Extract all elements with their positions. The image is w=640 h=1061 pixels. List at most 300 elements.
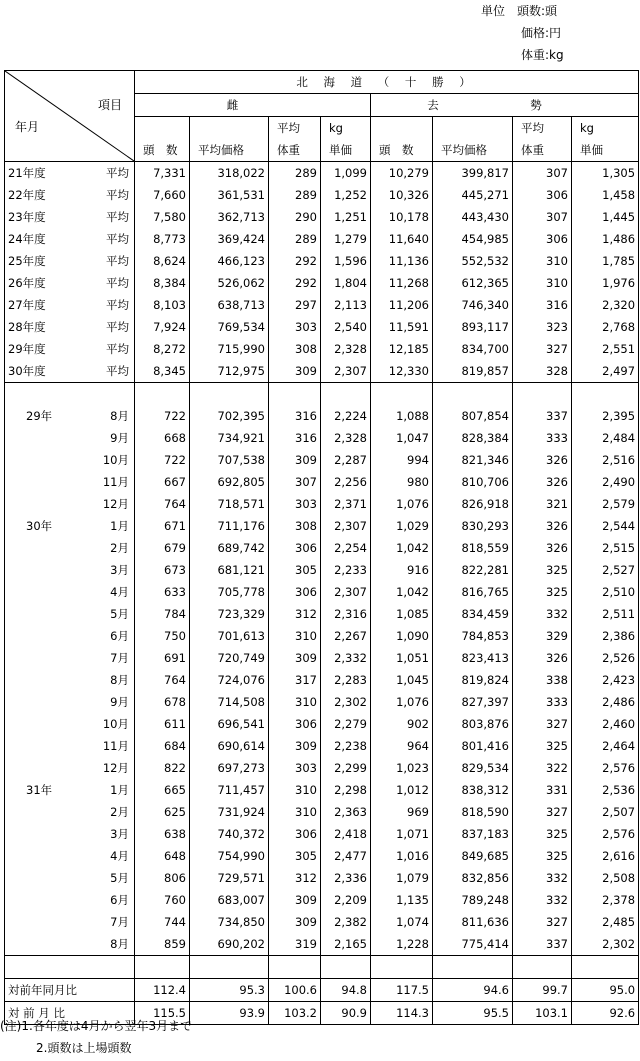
cell-value: 95.3 bbox=[190, 979, 269, 1002]
row-year: 25年度 bbox=[8, 253, 46, 268]
cell-value: 303 bbox=[269, 757, 321, 779]
cell-value: 611 bbox=[135, 713, 190, 735]
row-month: 7月 bbox=[110, 650, 129, 665]
cell-value: 734,850 bbox=[190, 911, 269, 933]
cell-value: 303 bbox=[269, 493, 321, 515]
cell-value: 1,785 bbox=[572, 250, 639, 272]
table-row bbox=[5, 338, 639, 360]
cell-value: 1,458 bbox=[572, 184, 639, 206]
cell-value: 683,007 bbox=[190, 889, 269, 911]
empty-cell bbox=[5, 383, 135, 406]
table-row bbox=[5, 250, 639, 272]
row-month: 4月 bbox=[110, 848, 129, 863]
cell-value: 338 bbox=[513, 669, 572, 691]
empty-cell bbox=[5, 956, 135, 979]
cell-value: 1,071 bbox=[371, 823, 433, 845]
header-col-0 bbox=[135, 117, 190, 162]
cell-value: 1,976 bbox=[572, 272, 639, 294]
cattle-price-table bbox=[4, 70, 639, 1025]
cell-value: 2,254 bbox=[321, 537, 371, 559]
cell-value: 697,273 bbox=[190, 757, 269, 779]
cell-value: 310 bbox=[269, 779, 321, 801]
cell-value: 326 bbox=[513, 471, 572, 493]
header-col-bottom: 頭 数 bbox=[143, 143, 178, 157]
row-period: 平均 bbox=[106, 253, 129, 268]
empty-cell bbox=[135, 383, 190, 406]
row-period: 平均 bbox=[106, 363, 129, 378]
row-month: 1月 bbox=[110, 518, 129, 533]
cell-value: 1,016 bbox=[371, 845, 433, 867]
ratio-row bbox=[5, 979, 639, 1002]
row-label bbox=[5, 823, 135, 845]
table-row bbox=[5, 515, 639, 537]
header-col-bottom: 体重 bbox=[521, 143, 544, 157]
row-label bbox=[5, 316, 135, 338]
cell-value: 665 bbox=[135, 779, 190, 801]
cell-value: 8,624 bbox=[135, 250, 190, 272]
cell-value: 916 bbox=[371, 559, 433, 581]
row-label bbox=[5, 449, 135, 471]
row-period: 平均 bbox=[106, 319, 129, 334]
cell-value: 310 bbox=[513, 250, 572, 272]
table-body bbox=[5, 162, 639, 1025]
unit-weight: 体重:kg bbox=[521, 48, 564, 62]
cell-value: 1,029 bbox=[371, 515, 433, 537]
header-col-3 bbox=[321, 117, 371, 162]
cell-value: 701,613 bbox=[190, 625, 269, 647]
cell-value: 902 bbox=[371, 713, 433, 735]
empty-cell bbox=[371, 383, 433, 406]
cell-value: 729,571 bbox=[190, 867, 269, 889]
cell-value: 2,299 bbox=[321, 757, 371, 779]
row-label bbox=[5, 537, 135, 559]
cell-value: 2,363 bbox=[321, 801, 371, 823]
cell-value: 326 bbox=[513, 647, 572, 669]
cell-value: 305 bbox=[269, 559, 321, 581]
cell-value: 2,507 bbox=[572, 801, 639, 823]
cell-value: 289 bbox=[269, 162, 321, 185]
row-month: 3月 bbox=[110, 562, 129, 577]
row-label bbox=[5, 801, 135, 823]
cell-value: 801,416 bbox=[433, 735, 513, 757]
empty-cell bbox=[371, 956, 433, 979]
cell-value: 684 bbox=[135, 735, 190, 757]
header-col-top: kg bbox=[329, 121, 343, 135]
empty-cell bbox=[433, 956, 513, 979]
footnote-2: 2.頭数は上場頭数 bbox=[36, 1041, 132, 1055]
row-month: 10月 bbox=[102, 452, 129, 467]
cell-value: 2,332 bbox=[321, 647, 371, 669]
cell-value: 722 bbox=[135, 405, 190, 427]
cell-value: 2,508 bbox=[572, 867, 639, 889]
cell-value: 362,713 bbox=[190, 206, 269, 228]
cell-value: 1,079 bbox=[371, 867, 433, 889]
cell-value: 811,636 bbox=[433, 911, 513, 933]
cell-value: 722 bbox=[135, 449, 190, 471]
cell-value: 337 bbox=[513, 405, 572, 427]
cell-value: 94.6 bbox=[433, 979, 513, 1002]
row-label bbox=[5, 911, 135, 933]
empty-cell bbox=[190, 956, 269, 979]
header-female: 雌 bbox=[135, 94, 371, 117]
cell-value: 764 bbox=[135, 493, 190, 515]
cell-value: 714,508 bbox=[190, 691, 269, 713]
cell-value: 980 bbox=[371, 471, 433, 493]
cell-value: 323 bbox=[513, 316, 572, 338]
cell-value: 11,268 bbox=[371, 272, 433, 294]
cell-value: 1,305 bbox=[572, 162, 639, 185]
header-yearmonth-label: 年月 bbox=[15, 120, 40, 134]
cell-value: 369,424 bbox=[190, 228, 269, 250]
cell-value: 830,293 bbox=[433, 515, 513, 537]
empty-cell bbox=[433, 383, 513, 406]
cell-value: 2,395 bbox=[572, 405, 639, 427]
cell-value: 321 bbox=[513, 493, 572, 515]
cell-value: 325 bbox=[513, 735, 572, 757]
cell-value: 705,778 bbox=[190, 581, 269, 603]
cell-value: 754,990 bbox=[190, 845, 269, 867]
cell-value: 691 bbox=[135, 647, 190, 669]
cell-value: 668 bbox=[135, 427, 190, 449]
spacer-row bbox=[5, 956, 639, 979]
cell-value: 690,202 bbox=[190, 933, 269, 956]
table-row bbox=[5, 889, 639, 911]
row-month: 12月 bbox=[102, 496, 129, 511]
header-col-2 bbox=[269, 117, 321, 162]
cell-value: 2,511 bbox=[572, 603, 639, 625]
row-period: 平均 bbox=[106, 275, 129, 290]
cell-value: 306 bbox=[269, 581, 321, 603]
cell-value: 612,365 bbox=[433, 272, 513, 294]
cell-value: 964 bbox=[371, 735, 433, 757]
table-row bbox=[5, 206, 639, 228]
table-row bbox=[5, 427, 639, 449]
cell-value: 114.3 bbox=[371, 1002, 433, 1025]
row-label bbox=[5, 669, 135, 691]
cell-value: 689,742 bbox=[190, 537, 269, 559]
cell-value: 718,571 bbox=[190, 493, 269, 515]
cell-value: 2,576 bbox=[572, 823, 639, 845]
table-row bbox=[5, 757, 639, 779]
cell-value: 316 bbox=[269, 427, 321, 449]
cell-value: 327 bbox=[513, 911, 572, 933]
cell-value: 822 bbox=[135, 757, 190, 779]
cell-value: 740,372 bbox=[190, 823, 269, 845]
cell-value: 10,178 bbox=[371, 206, 433, 228]
cell-value: 2,527 bbox=[572, 559, 639, 581]
cell-value: 306 bbox=[513, 228, 572, 250]
empty-cell bbox=[321, 956, 371, 979]
cell-value: 2,484 bbox=[572, 427, 639, 449]
cell-value: 112.4 bbox=[135, 979, 190, 1002]
row-label bbox=[5, 360, 135, 383]
row-label bbox=[5, 228, 135, 250]
cell-value: 784,853 bbox=[433, 625, 513, 647]
cell-value: 731,924 bbox=[190, 801, 269, 823]
cell-value: 803,876 bbox=[433, 713, 513, 735]
row-month: 5月 bbox=[110, 606, 129, 621]
cell-value: 673 bbox=[135, 559, 190, 581]
cell-value: 103.1 bbox=[513, 1002, 572, 1025]
cell-value: 707,538 bbox=[190, 449, 269, 471]
cell-value: 1,252 bbox=[321, 184, 371, 206]
cell-value: 2,515 bbox=[572, 537, 639, 559]
cell-value: 2,576 bbox=[572, 757, 639, 779]
cell-value: 818,559 bbox=[433, 537, 513, 559]
table-row bbox=[5, 647, 639, 669]
cell-value: 2,486 bbox=[572, 691, 639, 713]
header-castrated: 去 勢 bbox=[371, 94, 639, 117]
cell-value: 859 bbox=[135, 933, 190, 956]
row-label bbox=[5, 889, 135, 911]
cell-value: 829,534 bbox=[433, 757, 513, 779]
cell-value: 305 bbox=[269, 845, 321, 867]
row-year: 31年 bbox=[26, 782, 53, 797]
cell-value: 309 bbox=[269, 647, 321, 669]
cell-value: 310 bbox=[513, 272, 572, 294]
cell-value: 292 bbox=[269, 272, 321, 294]
row-year: 28年度 bbox=[8, 319, 46, 334]
cell-value: 1,012 bbox=[371, 779, 433, 801]
cell-value: 290 bbox=[269, 206, 321, 228]
row-label bbox=[5, 867, 135, 889]
table-row bbox=[5, 184, 639, 206]
cell-value: 715,990 bbox=[190, 338, 269, 360]
row-year: 22年度 bbox=[8, 187, 46, 202]
cell-value: 1,074 bbox=[371, 911, 433, 933]
spacer-row bbox=[5, 383, 639, 406]
cell-value: 303 bbox=[269, 316, 321, 338]
empty-cell bbox=[190, 383, 269, 406]
cell-value: 810,706 bbox=[433, 471, 513, 493]
header-region: 北 海 道 （ 十 勝 ） bbox=[135, 71, 639, 94]
cell-value: 2,209 bbox=[321, 889, 371, 911]
footnote-1: (注)1.各年度は4月から翌年3月まで bbox=[0, 1019, 193, 1033]
cell-value: 332 bbox=[513, 603, 572, 625]
cell-value: 1,088 bbox=[371, 405, 433, 427]
empty-cell bbox=[269, 383, 321, 406]
header-col-5 bbox=[433, 117, 513, 162]
empty-cell bbox=[269, 956, 321, 979]
row-label bbox=[5, 713, 135, 735]
cell-value: 443,430 bbox=[433, 206, 513, 228]
cell-value: 2,165 bbox=[321, 933, 371, 956]
cell-value: 2,238 bbox=[321, 735, 371, 757]
cell-value: 2,768 bbox=[572, 316, 639, 338]
table-row bbox=[5, 294, 639, 316]
header-col-top bbox=[433, 117, 512, 139]
row-month: 3月 bbox=[110, 826, 129, 841]
cell-value: 2,233 bbox=[321, 559, 371, 581]
table-header bbox=[5, 71, 639, 162]
cell-value: 310 bbox=[269, 801, 321, 823]
header-col-1 bbox=[190, 117, 269, 162]
cell-value: 821,346 bbox=[433, 449, 513, 471]
table-row bbox=[5, 603, 639, 625]
cell-value: 329 bbox=[513, 625, 572, 647]
cell-value: 306 bbox=[513, 184, 572, 206]
footnotes bbox=[0, 1015, 192, 1059]
unit-head-count: 単位 頭数:頭 bbox=[481, 4, 558, 18]
row-month: 5月 bbox=[110, 870, 129, 885]
cell-value: 289 bbox=[269, 228, 321, 250]
cell-value: 1,135 bbox=[371, 889, 433, 911]
cell-value: 8,103 bbox=[135, 294, 190, 316]
cell-value: 2,386 bbox=[572, 625, 639, 647]
cell-value: 2,497 bbox=[572, 360, 639, 383]
row-label bbox=[5, 493, 135, 515]
cell-value: 2,320 bbox=[572, 294, 639, 316]
cell-value: 297 bbox=[269, 294, 321, 316]
header-col-bottom: 平均価格 bbox=[441, 143, 487, 157]
cell-value: 2,113 bbox=[321, 294, 371, 316]
cell-value: 822,281 bbox=[433, 559, 513, 581]
cell-value: 306 bbox=[269, 823, 321, 845]
cell-value: 117.5 bbox=[371, 979, 433, 1002]
header-col-top bbox=[135, 117, 189, 139]
table-row bbox=[5, 669, 639, 691]
cell-value: 92.6 bbox=[572, 1002, 639, 1025]
cell-value: 2,328 bbox=[321, 427, 371, 449]
cell-value: 308 bbox=[269, 515, 321, 537]
cell-value: 2,579 bbox=[572, 493, 639, 515]
row-label bbox=[5, 184, 135, 206]
cell-value: 326 bbox=[513, 537, 572, 559]
cell-value: 306 bbox=[269, 537, 321, 559]
row-label bbox=[5, 162, 135, 185]
cell-value: 322 bbox=[513, 757, 572, 779]
cell-value: 1,090 bbox=[371, 625, 433, 647]
table-row bbox=[5, 867, 639, 889]
cell-value: 2,477 bbox=[321, 845, 371, 867]
cell-value: 7,580 bbox=[135, 206, 190, 228]
empty-cell bbox=[572, 383, 639, 406]
table-row bbox=[5, 779, 639, 801]
cell-value: 784 bbox=[135, 603, 190, 625]
cell-value: 309 bbox=[269, 449, 321, 471]
table-row bbox=[5, 845, 639, 867]
cell-value: 838,312 bbox=[433, 779, 513, 801]
cell-value: 316 bbox=[513, 294, 572, 316]
cell-value: 746,340 bbox=[433, 294, 513, 316]
cell-value: 2,283 bbox=[321, 669, 371, 691]
row-month: 11月 bbox=[102, 474, 129, 489]
cell-value: 711,176 bbox=[190, 515, 269, 537]
cell-value: 333 bbox=[513, 427, 572, 449]
cell-value: 292 bbox=[269, 250, 321, 272]
cell-value: 8,384 bbox=[135, 272, 190, 294]
cell-value: 681,121 bbox=[190, 559, 269, 581]
cell-value: 1,051 bbox=[371, 647, 433, 669]
cell-value: 327 bbox=[513, 338, 572, 360]
cell-value: 12,330 bbox=[371, 360, 433, 383]
cell-value: 1,486 bbox=[572, 228, 639, 250]
cell-value: 625 bbox=[135, 801, 190, 823]
cell-value: 10,326 bbox=[371, 184, 433, 206]
row-label bbox=[5, 735, 135, 757]
cell-value: 633 bbox=[135, 581, 190, 603]
table-row bbox=[5, 537, 639, 559]
row-label bbox=[5, 757, 135, 779]
cell-value: 2,307 bbox=[321, 360, 371, 383]
unit-price: 価格:円 bbox=[521, 26, 562, 40]
row-month: 9月 bbox=[110, 430, 129, 445]
header-col-4 bbox=[371, 117, 433, 162]
corner-diagonal-line bbox=[5, 71, 134, 161]
cell-value: 7,660 bbox=[135, 184, 190, 206]
cell-value: 819,857 bbox=[433, 360, 513, 383]
cell-value: 1,228 bbox=[371, 933, 433, 956]
cell-value: 327 bbox=[513, 713, 572, 735]
row-period: 平均 bbox=[106, 165, 129, 180]
header-col-bottom: 平均価格 bbox=[198, 143, 244, 157]
row-label bbox=[5, 338, 135, 360]
cell-value: 834,459 bbox=[433, 603, 513, 625]
header-col-7 bbox=[572, 117, 639, 162]
row-month: 2月 bbox=[110, 804, 129, 819]
ratio-label: 対 前 月 比 bbox=[5, 1002, 135, 1025]
table-row bbox=[5, 801, 639, 823]
cell-value: 2,307 bbox=[321, 581, 371, 603]
table-row bbox=[5, 272, 639, 294]
row-label bbox=[5, 845, 135, 867]
cell-value: 326 bbox=[513, 515, 572, 537]
row-label bbox=[5, 272, 135, 294]
row-month: 1月 bbox=[110, 782, 129, 797]
cell-value: 690,614 bbox=[190, 735, 269, 757]
cell-value: 325 bbox=[513, 559, 572, 581]
cell-value: 11,591 bbox=[371, 316, 433, 338]
cell-value: 1,596 bbox=[321, 250, 371, 272]
cell-value: 837,183 bbox=[433, 823, 513, 845]
cell-value: 308 bbox=[269, 338, 321, 360]
cell-value: 1,445 bbox=[572, 206, 639, 228]
cell-value: 2,485 bbox=[572, 911, 639, 933]
header-col-bottom: 単価 bbox=[580, 143, 603, 157]
header-col-top bbox=[190, 117, 268, 139]
row-label bbox=[5, 603, 135, 625]
cell-value: 1,076 bbox=[371, 493, 433, 515]
table-row bbox=[5, 316, 639, 338]
cell-value: 2,382 bbox=[321, 911, 371, 933]
empty-cell bbox=[321, 383, 371, 406]
cell-value: 1,279 bbox=[321, 228, 371, 250]
units-legend bbox=[470, 0, 640, 66]
row-label bbox=[5, 779, 135, 801]
row-month: 10月 bbox=[102, 716, 129, 731]
row-month: 8月 bbox=[110, 672, 129, 687]
cell-value: 310 bbox=[269, 691, 321, 713]
cell-value: 1,804 bbox=[321, 272, 371, 294]
table-row bbox=[5, 405, 639, 427]
cell-value: 466,123 bbox=[190, 250, 269, 272]
table-row bbox=[5, 911, 639, 933]
row-year: 23年度 bbox=[8, 209, 46, 224]
row-month: 12月 bbox=[102, 760, 129, 775]
row-label bbox=[5, 933, 135, 956]
cell-value: 316 bbox=[269, 405, 321, 427]
cell-value: 11,640 bbox=[371, 228, 433, 250]
table-row bbox=[5, 823, 639, 845]
row-label bbox=[5, 206, 135, 228]
row-period: 平均 bbox=[106, 231, 129, 246]
table-row bbox=[5, 691, 639, 713]
cell-value: 832,856 bbox=[433, 867, 513, 889]
cell-value: 309 bbox=[269, 911, 321, 933]
cell-value: 115.5 bbox=[135, 1002, 190, 1025]
cell-value: 648 bbox=[135, 845, 190, 867]
cell-value: 671 bbox=[135, 515, 190, 537]
